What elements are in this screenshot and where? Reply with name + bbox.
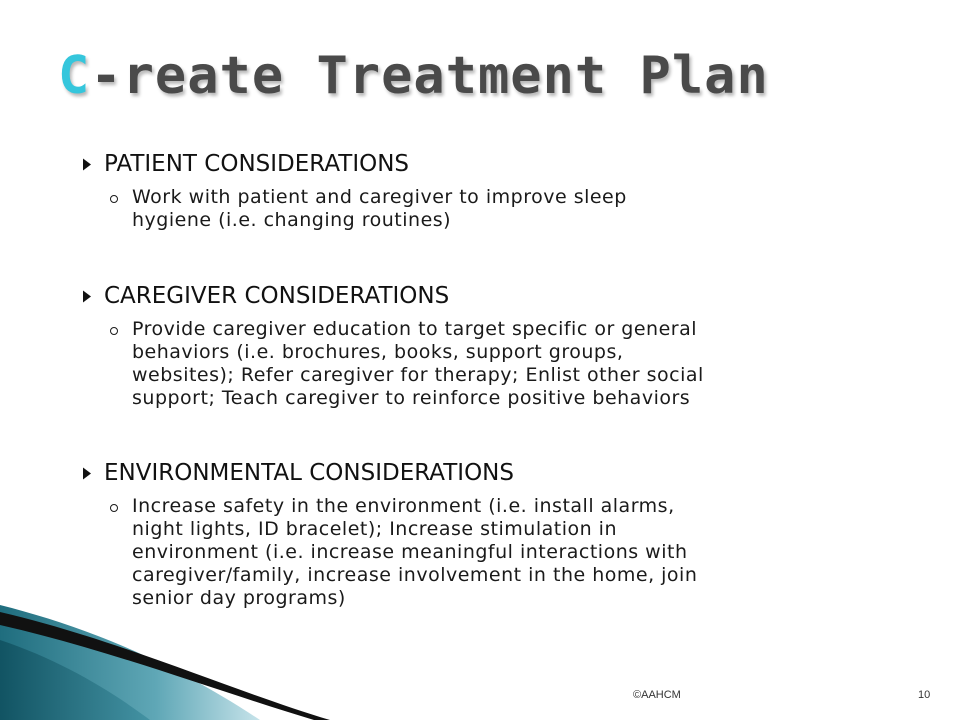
hollow-circle-icon [110, 327, 118, 335]
section-environmental [82, 459, 697, 610]
section-heading: ENVIRONMENTAL CONSIDERATIONS [104, 460, 514, 486]
footer-copyright: ©AAHCM [633, 689, 681, 701]
sub-bullet-line: behaviors (i.e. brochures, books, support groups, [132, 341, 624, 363]
sub-bullet-line: Work with patient and caregiver to improve sleep [132, 186, 627, 208]
triangle-arrow-icon [82, 290, 104, 303]
sub-bullet [110, 495, 697, 610]
section-heading: PATIENT CONSIDERATIONS [104, 151, 410, 177]
section-heading-row [82, 282, 704, 310]
sub-bullet-line: caregiver/family, increase involvement in the home, join [132, 564, 698, 586]
sub-bullet-line: environment (i.e. increase meaningful interactions with [132, 541, 688, 563]
section-heading-row [82, 459, 697, 487]
section-caregiver [82, 282, 704, 410]
sub-bullet-line: websites); Refer caregiver for therapy; Enlist other social [132, 364, 704, 386]
sub-bullet-line: Provide caregiver education to target specific or general [132, 318, 698, 340]
sub-bullet-line: hygiene (i.e. changing routines) [132, 209, 452, 231]
slide-number: 10 [918, 689, 931, 701]
sub-bullet [110, 318, 704, 410]
sub-bullet [110, 186, 627, 232]
hollow-circle-icon [110, 195, 118, 203]
section-patient [82, 150, 627, 232]
sub-bullet-line: night lights, ID bracelet); Increase stimulation in [132, 518, 617, 540]
hollow-circle-icon [110, 504, 118, 512]
section-heading-row [82, 150, 627, 178]
section-heading: CAREGIVER CONSIDERATIONS [104, 283, 450, 309]
sub-bullet-line: senior day programs) [132, 587, 346, 609]
sub-bullet-line: Increase safety in the environment (i.e. install alarms, [132, 495, 675, 517]
triangle-arrow-icon [82, 158, 104, 171]
slide-title-rest: -reate Treatment Plan [90, 46, 769, 106]
sub-bullet-line: support; Teach caregiver to reinforce positive behaviors [132, 387, 691, 409]
slide-title [58, 46, 769, 106]
triangle-arrow-icon [82, 467, 104, 480]
slide-title-initial: C [58, 46, 91, 106]
